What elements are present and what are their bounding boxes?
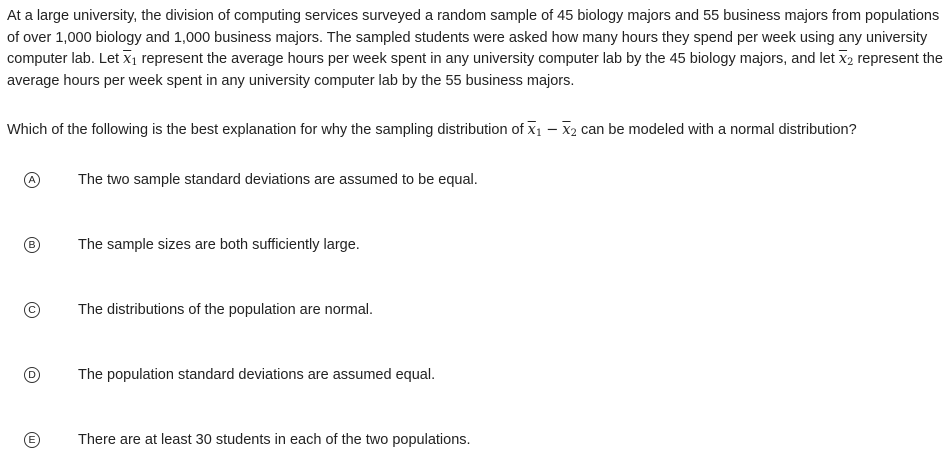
choice-text: There are at least 30 students in each of the two populations.	[78, 432, 471, 448]
prompt-text-1: Which of the following is the best explanation for why the sampling distribution of	[7, 122, 528, 138]
choice-text: The sample sizes are both sufficiently large.	[78, 237, 360, 253]
prompt-text-2: can be modeled with a normal distribution?	[576, 122, 857, 138]
question-prompt	[7, 120, 943, 141]
answer-choice-e[interactable]	[24, 429, 471, 451]
choice-letter-badge: B	[24, 237, 40, 253]
choice-text: The two sample standard deviations are assumed to be equal.	[78, 172, 478, 188]
choice-text: The distributions of the population are normal.	[78, 302, 374, 318]
answer-choice-c[interactable]	[24, 299, 373, 321]
stem-text-3: represent the average hours per week spent in any university computer lab by the 55 business majors.	[7, 51, 943, 89]
question-stem	[7, 6, 943, 92]
difference-expression: $\overline{x}_1 - \overline{x}_2$	[527, 122, 577, 139]
stem-text-1: At a large university, the division of computing services surveyed a random sample of 45 biology majors and 55 business majors from populations of over 1,000 biology and 1,000 business majors. The sampled students were asked how many hours they spend per week using any university computer lab. Let	[7, 8, 940, 67]
choice-text: The population standard deviations are assumed equal.	[78, 367, 436, 383]
choice-letter-badge: A	[24, 172, 40, 188]
choice-letter-badge: D	[24, 367, 40, 383]
answer-choice-a[interactable]	[24, 169, 478, 191]
answer-choice-b[interactable]	[24, 234, 360, 256]
choice-letter-badge: C	[24, 302, 40, 318]
xbar1-symbol: $\overline{x}_1$	[123, 51, 138, 68]
answer-choice-d[interactable]	[24, 364, 435, 386]
choice-letter-badge: E	[24, 432, 40, 448]
xbar2-symbol: $\overline{x}_2$	[838, 51, 854, 68]
stem-text-2: represent the average hours per week spent in any university computer lab by the 45 biology majors, and let	[137, 51, 839, 67]
